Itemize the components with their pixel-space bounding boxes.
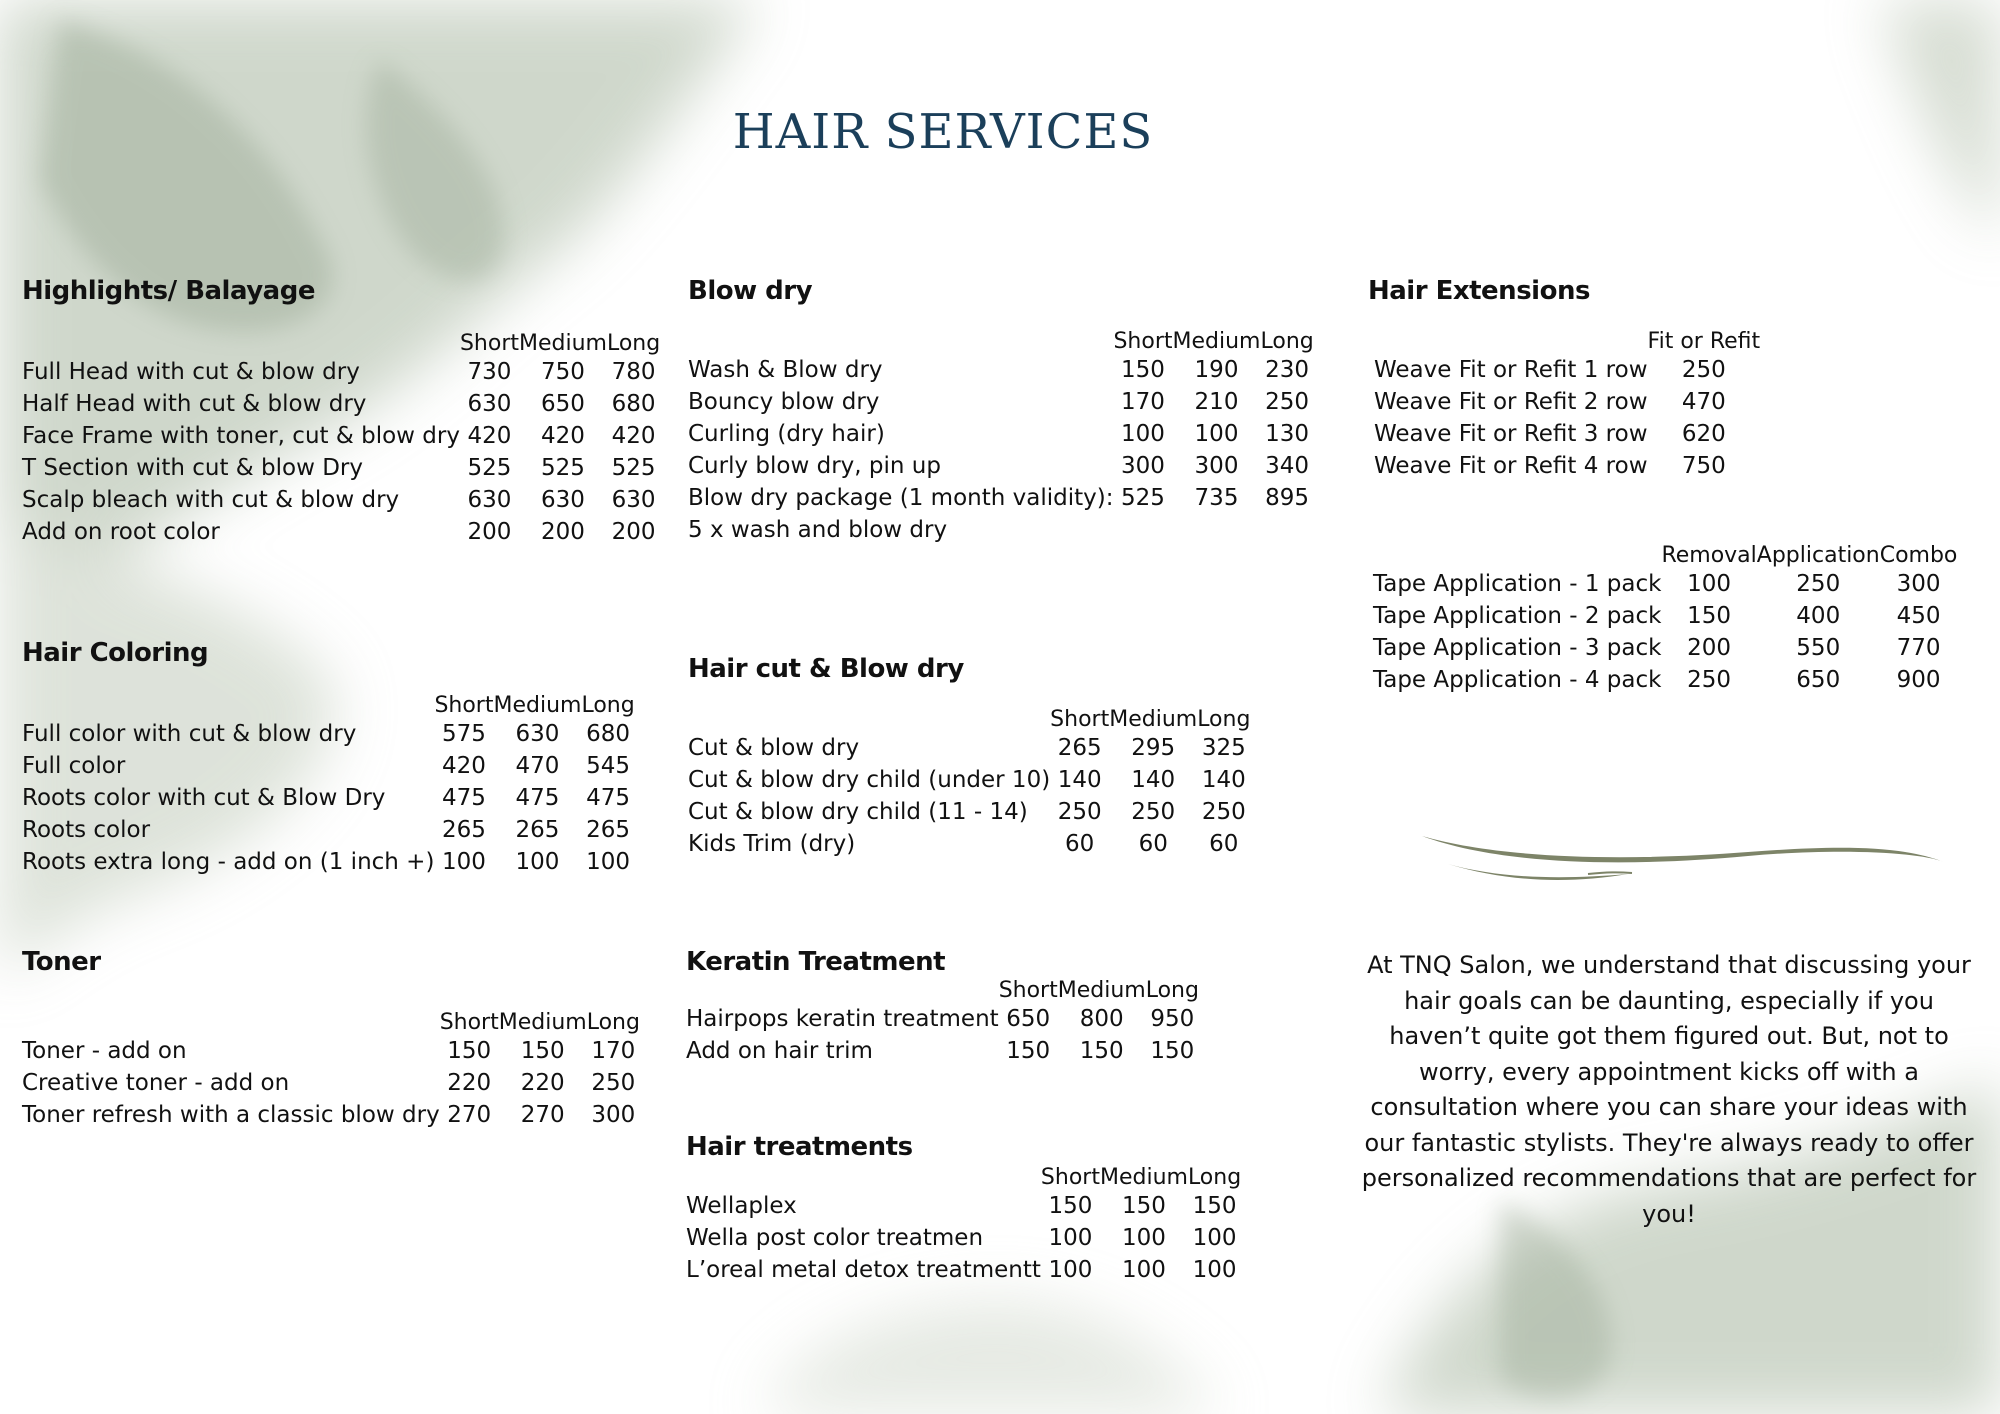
service-name: Tape Application - 4 pack	[1373, 667, 1662, 693]
price-medium: 150	[1122, 1193, 1166, 1219]
section-heading: Hair Extensions	[1368, 276, 1590, 306]
price-medium: 295	[1131, 735, 1176, 761]
service-name: 5 x wash and blow dry	[688, 517, 948, 543]
price-short: 100	[442, 849, 486, 875]
price-short: 525	[1121, 485, 1165, 511]
column-header: Short	[1040, 1165, 1100, 1190]
service-name: Weave Fit or Refit 4 row	[1374, 453, 1648, 479]
section-heading: Keratin Treatment	[686, 947, 946, 977]
table-row	[688, 828, 1250, 860]
price-combo: 770	[1896, 635, 1941, 661]
price-medium: 420	[541, 423, 585, 449]
service-name: Full color with cut & blow dry	[22, 721, 357, 747]
service-name: Add on root color	[22, 519, 220, 545]
price-long: 200	[611, 519, 656, 545]
column-header: Long	[1260, 329, 1314, 354]
column-header: Medium	[1099, 1165, 1188, 1190]
section-blow-dry	[688, 276, 1314, 543]
column-header: Short	[459, 331, 519, 356]
column-header: Application	[1756, 543, 1880, 568]
table-row	[686, 1254, 1241, 1286]
price-short: 220	[447, 1070, 492, 1096]
section-hair-extensions	[1368, 276, 1958, 693]
price-medium: 470	[515, 753, 560, 779]
service-name: Wellaplex	[686, 1193, 797, 1219]
price-medium: 100	[1194, 421, 1239, 447]
column-header: Long	[1145, 978, 1199, 1003]
table-row	[22, 750, 635, 782]
table-row	[22, 846, 635, 878]
section-highlights	[22, 276, 661, 545]
column-header: Short	[1050, 707, 1110, 732]
price-long: 100	[586, 849, 631, 875]
table-row	[22, 356, 660, 388]
table-row	[686, 1222, 1241, 1254]
service-name: Roots color	[22, 817, 151, 843]
table-row	[1374, 450, 1760, 482]
price-long: 680	[611, 391, 656, 417]
service-name: L’oreal metal detox treatmentt	[686, 1257, 1041, 1283]
price-medium	[1173, 514, 1261, 546]
price-table	[688, 702, 1250, 860]
section-heading: Hair treatments	[686, 1132, 913, 1162]
section-heading: Hair cut & Blow dry	[688, 654, 964, 684]
table-row	[686, 1003, 1199, 1035]
price-medium: 210	[1194, 389, 1239, 415]
service-name: Tape Application - 2 pack	[1373, 603, 1662, 629]
service-name: Half Head with cut & blow dry	[22, 391, 367, 417]
price-long: 250	[1201, 799, 1246, 825]
section-toner	[22, 947, 640, 1128]
price-table	[22, 1005, 640, 1131]
column-header: Fit or Refit	[1647, 329, 1761, 354]
price-short: 630	[467, 487, 512, 513]
price-short: 300	[1121, 453, 1165, 479]
price-fit-refit: 620	[1681, 421, 1726, 447]
price-long: 100	[1192, 1257, 1237, 1283]
price-short: 420	[467, 423, 512, 449]
table-row	[22, 1099, 640, 1131]
table-row	[1374, 418, 1760, 450]
price-medium: 100	[1122, 1257, 1166, 1283]
table-row	[688, 386, 1314, 418]
price-medium: 525	[541, 455, 585, 481]
price-short: 250	[1057, 799, 1102, 825]
service-name: Weave Fit or Refit 2 row	[1374, 389, 1648, 415]
table-row	[22, 452, 660, 484]
column-header: Long	[1187, 1165, 1242, 1190]
price-application: 550	[1796, 635, 1841, 661]
column-header: Combo	[1879, 543, 1958, 568]
column-header: Medium	[493, 693, 582, 718]
price-removal: 150	[1687, 603, 1732, 629]
column-header: Short	[998, 978, 1058, 1003]
price-combo: 450	[1896, 603, 1941, 629]
service-name: Kids Trim (dry)	[688, 831, 856, 857]
price-long: 100	[1192, 1225, 1237, 1251]
price-medium: 100	[1122, 1225, 1166, 1251]
service-name: Wella post color treatmen	[686, 1225, 984, 1251]
table-row	[22, 718, 635, 750]
page-title: HAIR SERVICES	[732, 104, 1154, 160]
column-header: Long	[606, 331, 661, 356]
service-name: Full Head with cut & blow dry	[22, 359, 360, 385]
table-row	[688, 796, 1250, 828]
price-fit-refit: 250	[1681, 357, 1726, 383]
price-long: 630	[611, 487, 656, 513]
price-table	[22, 688, 635, 878]
service-name: Wash & Blow dry	[688, 357, 883, 383]
price-long: 300	[591, 1102, 636, 1128]
price-long: 265	[586, 817, 631, 843]
section-hair-coloring	[22, 638, 635, 875]
price-long: 525	[611, 455, 656, 481]
price-medium: 100	[515, 849, 560, 875]
table-row	[688, 354, 1314, 386]
column-header: Long	[581, 693, 635, 718]
price-medium: 190	[1194, 357, 1239, 383]
price-table	[688, 324, 1314, 546]
price-combo: 900	[1896, 667, 1941, 693]
price-short: 170	[1121, 389, 1165, 415]
price-removal: 100	[1687, 571, 1732, 597]
service-name: T Section with cut & blow Dry	[22, 455, 363, 481]
column-header: Short	[1113, 329, 1173, 354]
price-medium: 150	[520, 1038, 565, 1064]
price-short: 575	[442, 721, 486, 747]
price-medium: 475	[515, 785, 560, 811]
price-medium: 750	[541, 359, 585, 385]
table-row	[22, 782, 635, 814]
table-row	[688, 450, 1314, 482]
section-heading: Toner	[22, 947, 101, 977]
service-name: Hairpops keratin treatment	[686, 1006, 999, 1032]
price-short: 140	[1057, 767, 1102, 793]
price-medium: 250	[1131, 799, 1176, 825]
price-fit-refit: 470	[1681, 389, 1726, 415]
service-name: Roots color with cut & Blow Dry	[22, 785, 386, 811]
price-short: 265	[1057, 735, 1102, 761]
service-name: Curly blow dry, pin up	[688, 453, 941, 479]
price-long: 325	[1201, 735, 1246, 761]
column-header: Medium	[1109, 707, 1198, 732]
price-removal: 250	[1687, 667, 1732, 693]
price-short: 100	[1048, 1257, 1093, 1283]
table-row	[22, 1035, 640, 1067]
price-medium: 140	[1131, 767, 1176, 793]
table-row	[22, 484, 660, 516]
table-row	[22, 814, 635, 846]
price-short: 150	[447, 1038, 492, 1064]
service-name: Curling (dry hair)	[688, 421, 885, 447]
column-header: Medium	[498, 1010, 587, 1035]
salon-description: At TNQ Salon, we understand that discussing your hair goals can be daunting, especially if you haven’t quite got them figured out. But, not to worry, every appointment kicks off with a consultation where you can share your ideas with our fantastic stylists. They're always ready to offer personalized recommendations that are perfect for you!	[1361, 951, 1977, 1228]
table-row	[686, 1190, 1241, 1222]
price-combo: 300	[1896, 571, 1941, 597]
section-keratin	[686, 947, 1199, 1064]
price-medium: 300	[1194, 453, 1239, 479]
price-long: 150	[1192, 1193, 1237, 1219]
price-long: 895	[1265, 485, 1310, 511]
price-medium: 735	[1194, 485, 1239, 511]
table-row	[686, 1035, 1199, 1067]
column-header: Medium	[1057, 978, 1146, 1003]
price-medium: 630	[515, 721, 560, 747]
price-medium: 60	[1138, 831, 1168, 857]
decorative-swoosh	[1418, 818, 1948, 892]
column-header: Long	[1197, 707, 1251, 732]
price-long: 170	[591, 1038, 636, 1064]
price-long: 680	[586, 721, 631, 747]
section-heading: Highlights/ Balayage	[22, 276, 315, 306]
price-short: 420	[442, 753, 486, 779]
service-name: Cut & blow dry child (11 - 14)	[688, 799, 1028, 825]
price-long: 420	[611, 423, 656, 449]
service-name: Creative toner - add on	[22, 1070, 290, 1096]
section-haircut	[688, 654, 1251, 857]
price-short	[1113, 514, 1172, 546]
section-heading: Blow dry	[688, 276, 813, 306]
price-application: 650	[1796, 667, 1841, 693]
price-long: 130	[1265, 421, 1310, 447]
column-header: Short	[434, 693, 494, 718]
section-heading: Hair Coloring	[22, 638, 209, 668]
price-long: 150	[1150, 1038, 1195, 1064]
price-long: 950	[1150, 1006, 1195, 1032]
price-application: 400	[1796, 603, 1841, 629]
price-long: 475	[586, 785, 631, 811]
service-name: Roots extra long - add on (1 inch +)	[22, 849, 435, 875]
table-row	[688, 418, 1314, 450]
table-row	[688, 514, 1314, 546]
price-medium: 150	[1079, 1038, 1124, 1064]
price-medium: 265	[515, 817, 560, 843]
column-header: Removal	[1661, 543, 1757, 568]
price-long: 140	[1201, 767, 1246, 793]
service-name: Full color	[22, 753, 126, 779]
service-name: Add on hair trim	[686, 1038, 873, 1064]
service-name: Blow dry package (1 month validity):	[688, 485, 1114, 511]
price-medium: 800	[1079, 1006, 1124, 1032]
table-row	[1374, 354, 1760, 386]
price-medium: 630	[541, 487, 585, 513]
table-row	[1373, 568, 1957, 600]
price-short: 270	[447, 1102, 492, 1128]
service-name: Weave Fit or Refit 3 row	[1374, 421, 1648, 447]
price-medium: 220	[520, 1070, 565, 1096]
price-long: 230	[1265, 357, 1310, 383]
price-short: 730	[467, 359, 512, 385]
column-header: Short	[439, 1010, 499, 1035]
price-short: 100	[1121, 421, 1165, 447]
price-short: 650	[1006, 1006, 1051, 1032]
price-long: 780	[611, 359, 656, 385]
service-name: Tape Application - 1 pack	[1373, 571, 1662, 597]
table-row	[1373, 600, 1957, 632]
price-table	[686, 973, 1199, 1067]
service-name: Bouncy blow dry	[688, 389, 880, 415]
price-long: 340	[1265, 453, 1310, 479]
price-short: 525	[467, 455, 512, 481]
price-long	[1260, 514, 1313, 546]
table-row	[22, 516, 660, 548]
price-medium: 650	[541, 391, 585, 417]
column-header: Medium	[519, 331, 607, 356]
price-application: 250	[1796, 571, 1841, 597]
section-hair-treatments	[686, 1132, 1242, 1283]
service-name: Cut & blow dry	[688, 735, 860, 761]
table-row	[22, 388, 660, 420]
table-row	[1374, 386, 1760, 418]
service-name: Tape Application - 3 pack	[1373, 635, 1662, 661]
price-table	[686, 1160, 1241, 1286]
service-name: Face Frame with toner, cut & blow dry	[22, 423, 460, 449]
service-name: Cut & blow dry child (under 10)	[688, 767, 1051, 793]
column-header: Long	[586, 1010, 640, 1035]
price-long: 60	[1209, 831, 1239, 857]
column-header: Medium	[1172, 329, 1261, 354]
table-row	[22, 1067, 640, 1099]
price-short: 630	[467, 391, 512, 417]
service-name: Toner - add on	[22, 1038, 187, 1064]
price-medium: 270	[520, 1102, 565, 1128]
table-row	[1373, 632, 1957, 664]
price-short: 150	[1006, 1038, 1051, 1064]
price-long: 250	[591, 1070, 636, 1096]
service-name: Scalp bleach with cut & blow dry	[22, 487, 400, 513]
table-row	[688, 764, 1250, 796]
price-short: 60	[1065, 831, 1095, 857]
price-short: 150	[1048, 1193, 1093, 1219]
table-row	[688, 732, 1250, 764]
price-removal: 200	[1687, 635, 1732, 661]
service-name: Toner refresh with a classic blow dry	[22, 1102, 440, 1128]
service-name: Weave Fit or Refit 1 row	[1374, 357, 1648, 383]
price-short: 475	[442, 785, 486, 811]
price-long: 250	[1265, 389, 1310, 415]
price-short: 150	[1121, 357, 1165, 383]
table-row	[688, 482, 1314, 514]
weave-price-table	[1374, 324, 1760, 482]
price-table	[22, 326, 660, 548]
tape-price-table	[1373, 538, 1957, 696]
table-row	[1373, 664, 1957, 696]
price-fit-refit: 750	[1681, 453, 1726, 479]
price-medium: 200	[541, 519, 585, 545]
price-short: 200	[467, 519, 512, 545]
price-long: 545	[586, 753, 631, 779]
price-short: 265	[442, 817, 486, 843]
price-short: 100	[1048, 1225, 1093, 1251]
table-row	[22, 420, 660, 452]
